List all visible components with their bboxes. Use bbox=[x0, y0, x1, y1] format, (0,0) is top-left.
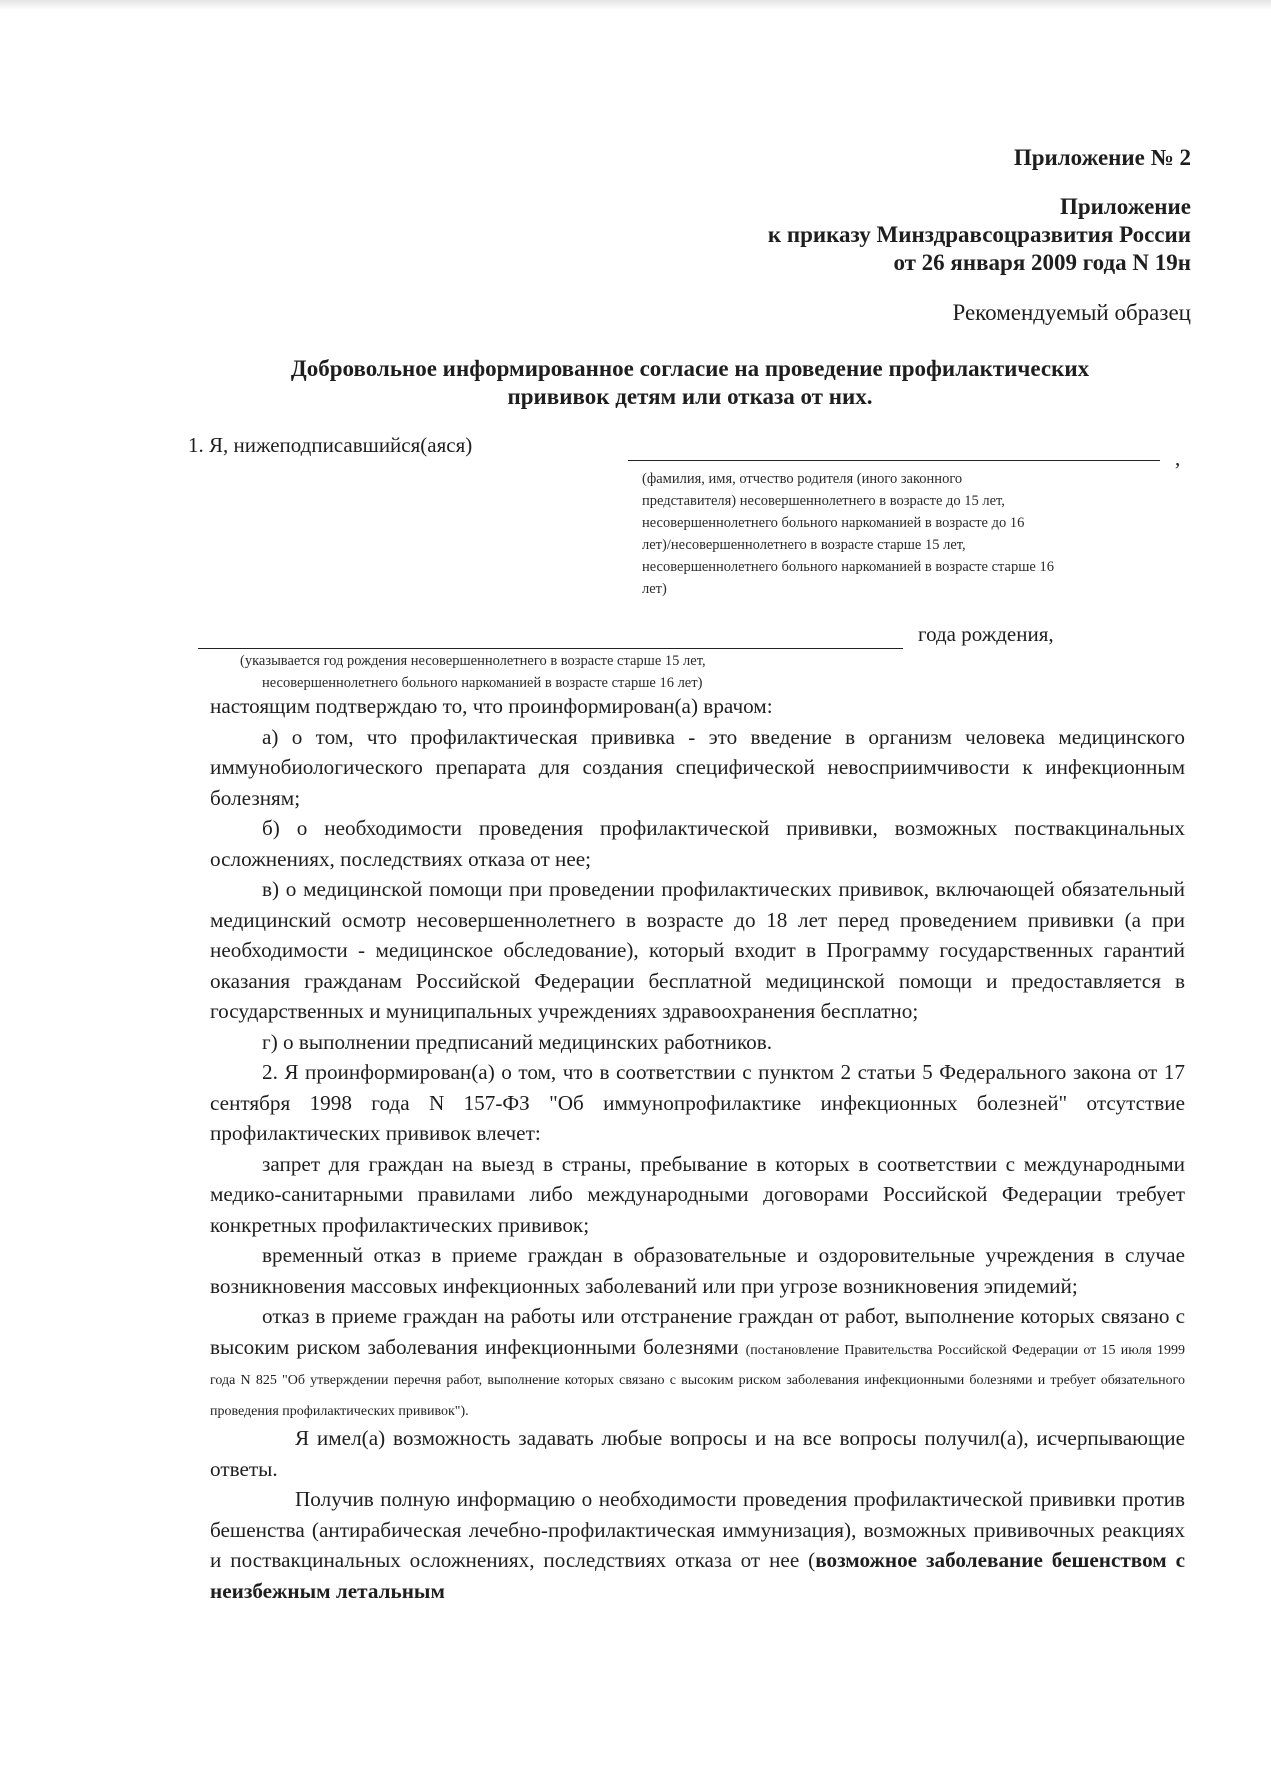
parent-note-line: несовершеннолетнего больного наркоманией в возрасте старше 16 bbox=[642, 559, 1054, 575]
final-text-bold: возможное заболевание бешенством с неизбежным летальным bbox=[210, 1548, 1185, 1603]
birth-year-label: года рождения, bbox=[918, 622, 1054, 646]
resolution-note: (постановление Правительства Российской Федерации от 15 июля 1999 года N 825 "Об утверждении перечня работ, выполнение которых связано с высоким риском заболевания инфекционными болезнями и требует обязательного проведения профилактических прививок"). bbox=[210, 1342, 1186, 1419]
parent-note-line: лет)/несовершеннолетнего в возрасте старше 15 лет, bbox=[642, 537, 966, 553]
birth-year-line bbox=[198, 648, 903, 649]
birth-note-line: несовершеннолетнего больного наркоманией в возрасте старше 16 лет) bbox=[262, 675, 703, 691]
order-line-1: к приказу Минздравсоцразвития России bbox=[767, 222, 1191, 247]
confirm-text: настоящим подтверждаю то, что проинформирован(а) врачом: bbox=[210, 694, 773, 718]
consequence-travel-ban: запрет для граждан на выезд в страны, пребывание в которых в соответствии с международными медико-санитарными правилами либо международными договорами Российской Федерации требует конкретных профилактических прививок; bbox=[210, 1151, 1185, 1237]
parent-note-line: представителя) несовершеннолетнего в возрасте до 15 лет, bbox=[642, 493, 1005, 509]
recommended-sample: Рекомендуемый образец bbox=[952, 300, 1191, 325]
final-text-regular: Получив полную информацию о необходимости проведения профилактической прививки против бешенства (антирабическая лечебно-профилактическая иммунизация), возможных прививочных реакциях и поствакцинальных осложнениях, последствиях отказа от нее ( bbox=[210, 1487, 1185, 1572]
birth-note bbox=[240, 650, 920, 694]
appendix-number: Приложение № 2 bbox=[1013, 145, 1191, 170]
questions-text: Я имел(а) возможность задавать любые вопросы и на все вопросы получил(а), исчерпывающие ответы. bbox=[210, 1426, 1185, 1481]
scan-edge bbox=[0, 0, 1271, 10]
document-title bbox=[190, 355, 1190, 411]
parent-name-line bbox=[628, 460, 1160, 461]
title-line-2: прививок детям или отказа от них. bbox=[507, 384, 873, 409]
consequence-temporary-refusal: временный отказ в приеме граждан в образовательные и оздоровительные учреждения в случае возникновения массовых инфекционных заболеваний или при угрозе возникновения эпидемий; bbox=[210, 1243, 1185, 1298]
title-line-1: Добровольное информированное согласие на проведение профилактических bbox=[290, 356, 1090, 381]
section1-intro: 1. Я, нижеподписавшийся(аяся) bbox=[188, 433, 473, 457]
comma: , bbox=[1175, 446, 1181, 470]
birth-note-line: (указывается год рождения несовершеннолетнего в возрасте старше 15 лет, bbox=[240, 653, 706, 669]
order-line-2: от 26 января 2009 года N 19н bbox=[893, 250, 1191, 275]
appendix-label: Приложение bbox=[1059, 194, 1191, 219]
final-text bbox=[210, 1484, 1185, 1606]
item-v: в) о медицинской помощи при проведении профилактических прививок, включающей обязательный медицинский осмотр несовершеннолетнего в возрасте до 18 лет перед проведением прививки (а при необходимости - медицинское обследование), который входит в Программу государственных гарантий оказания гражданам Российской Федерации бесплатной медицинской помощи и предоставляется в государственных и муниципальных учреждениях здравоохранения бесплатно; bbox=[210, 877, 1185, 1023]
section-2: 2. Я проинформирован(а) о том, что в соответствии с пунктом 2 статьи 5 Федерального закона от 17 сентября 1998 года N 157-ФЗ "Об иммунопрофилактике инфекционных болезней" отсутствие профилактических прививок влечет: bbox=[210, 1060, 1185, 1145]
parent-note-line: (фамилия, имя, отчество родителя (иного законного bbox=[642, 471, 963, 487]
consent-body bbox=[210, 691, 1185, 1606]
work-refusal-text: отказ в приеме граждан на работы или отстранение граждан от работ, выполнение которых связано с высоким риском заболевания инфекционными болезнями bbox=[210, 1304, 1185, 1359]
parent-note-line: несовершеннолетнего больного наркоманией в возрасте до 16 bbox=[642, 515, 1025, 531]
item-b: б) о необходимости проведения профилактической прививки, возможных поствакцинальных осложнениях, последствиях отказа от нее; bbox=[210, 816, 1185, 871]
consequence-work-refusal bbox=[210, 1301, 1185, 1423]
parent-note-line: лет) bbox=[642, 581, 667, 597]
parent-note bbox=[642, 468, 1182, 600]
item-a: а) о том, что профилактическая прививка - это введение в организм человека медицинского иммунобиологического препарата для создания специфической невосприимчивости к инфекционным болезням; bbox=[210, 724, 1185, 810]
item-g: г) о выполнении предписаний медицинских работников. bbox=[262, 1029, 773, 1054]
